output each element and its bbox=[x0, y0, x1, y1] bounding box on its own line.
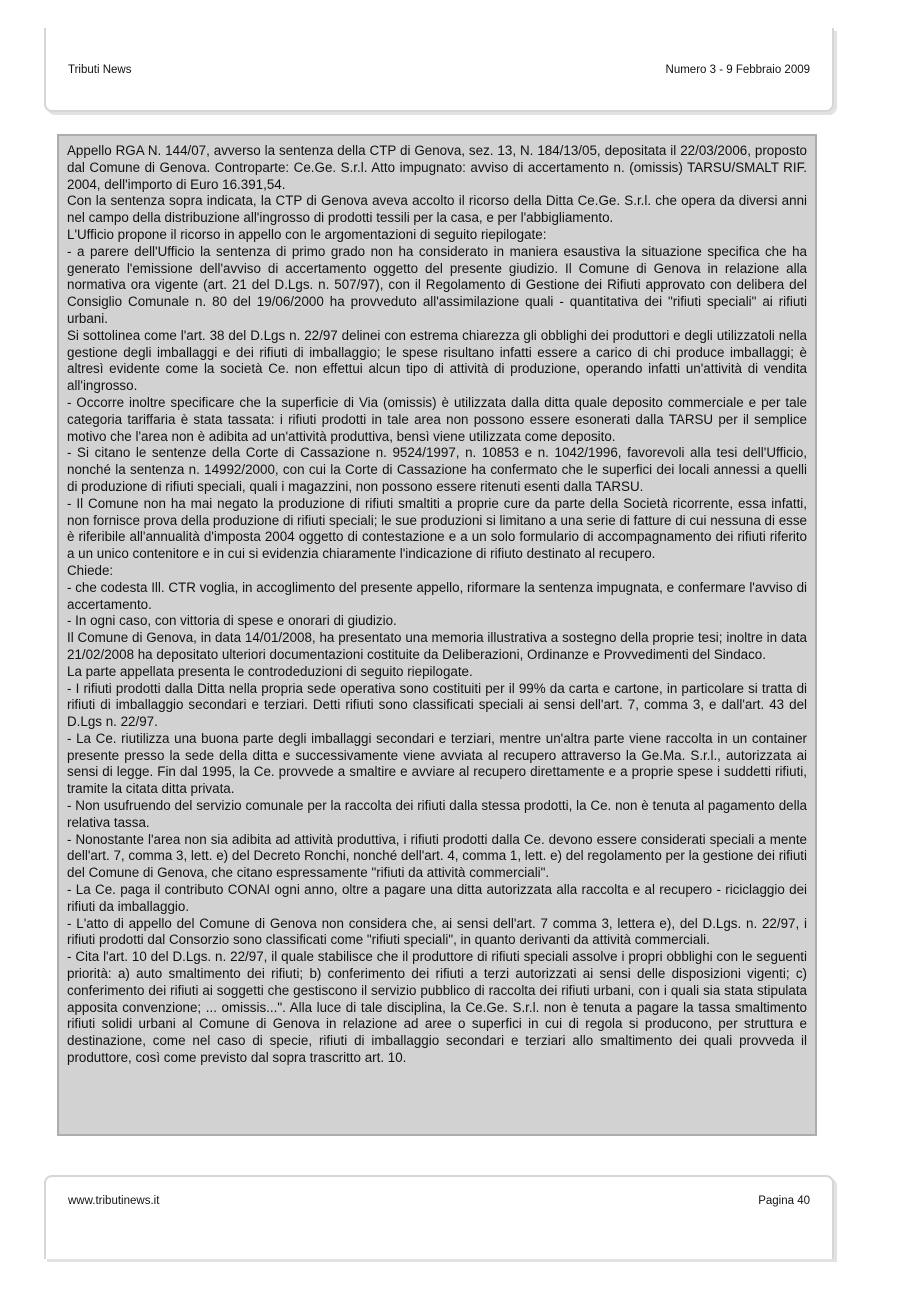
paragraph: - Nonostante l'area non sia adibita ad attività produttiva, i rifiuti prodotti dalla Ce. devono essere considerati speciali a mente dell'art. 7, comma 3, lett. e) del Decreto Ronchi, nonché dell'art. 4, comma 1, lett. e) del regolamento per la gestione dei rifiuti del Comune di Genova, che citano espressamente "rifiuti da attività commerciali". bbox=[67, 831, 807, 881]
article-text-box bbox=[57, 134, 817, 1136]
website-link[interactable]: www.tributinews.it bbox=[68, 1195, 160, 1207]
page-header bbox=[44, 28, 834, 112]
page-footer bbox=[44, 1175, 834, 1259]
paragraph: Si sottolinea come l'art. 38 del D.Lgs n. 22/97 delinei con estrema chiarezza gli obblighi dei produttori e degli utilizzatoli nella gestione degli imballaggi e dei rifiuti di imballaggio; le spese risultano infatti essere a carico di chi produce imballaggi; è altresì evidente come la società Ce. non effettui alcun tipo di attività di produzione, operando infatti un'attività di vendita all'ingrosso. bbox=[67, 327, 807, 394]
paragraph: La parte appellata presenta le controdeduzioni di seguito riepilogate. bbox=[67, 663, 473, 679]
paragraph: Con la sentenza sopra indicata, la CTP di Genova aveva accolto il ricorso della Ditta Ce.Ge. S.r.l. che opera da diversi anni nel campo della distribuzione all'ingrosso di prodotti tessili per la casa, e per l'abbigliamento. bbox=[67, 193, 807, 226]
paragraph: - I rifiuti prodotti dalla Ditta nella propria sede operativa sono costituiti per il 99% da carta e cartone, in particolare si tratta di rifiuti di imballaggio secondari e terziari. Detti rifiuti sono classificati speciali ai sensi dell'art. 7, comma 3, e dall'art. 43 del D.Lgs n. 22/97. bbox=[67, 680, 807, 730]
issue-date: Numero 3 - 9 Febbraio 2009 bbox=[665, 64, 810, 76]
paragraph: - Si citano le sentenze della Corte di Cassazione n. 9524/1997, n. 10853 e n. 1042/1996, favorevoli alla tesi dell'Ufficio, nonché la sentenza n. 14992/2000, con cui la Corte di Cassazione ha confermato che le superfici dei locali annessi a quelli di produzione di rifiuti speciali, quali i magazzini, non possono essere ritenuti esenti dalla TARSU. bbox=[67, 445, 807, 494]
page-number: Pagina 40 bbox=[758, 1195, 810, 1207]
paragraph: - La Ce. riutilizza una buona parte degli imballaggi secondari e terziari, mentre un'altra parte viene raccolta in un container presente presso la sede della ditta e successivamente viene avviata al recupero attraverso la Ge.Ma. S.r.l., autorizzata ai sensi di legge. Fin dal 1995, la Ce. provvede a smaltire e avviare al recupero direttamente e a proprie spese i suddetti rifiuti, tramite la citata ditta privata. bbox=[67, 730, 807, 797]
paragraph: - a parere dell'Ufficio la sentenza di primo grado non ha considerato in maniera esaustiva la situazione specifica che ha generato l'emissione dell'avviso di accertamento oggetto del presente giudizio. Il Comune di Genova in relazione alla normativa ora vigente (art. 21 del D.Lgs. n. 507/97), con il Regolamento di Gestione dei Rifiuti approvato con delibera del Consiglio Comunale n. 80 del 19/06/2000 ha provveduto all'assimilazione quali - quantitativa dei "rifiuti speciali" ai rifiuti urbani. bbox=[67, 243, 807, 326]
publication-name: Tributi News bbox=[68, 64, 132, 76]
paragraph: - La Ce. paga il contributo CONAI ogni anno, oltre a pagare una ditta autorizzata alla raccolta e al recupero - riciclaggio dei rifiuti da imballaggio. bbox=[67, 882, 807, 914]
paragraph: Chiede: bbox=[67, 562, 114, 578]
paragraph: - Occorre inoltre specificare che la superficie di Via (omissis) è utilizzata dalla ditta quale deposito commerciale e per tale categoria tariffaria è stata tassata: i rifiuti prodotti in tale area non possono essere esonerati dalla TARSU per il semplice motivo che l'area non è adibita ad un'attività produttiva, bensì viene utilizzata come deposito. bbox=[67, 394, 807, 444]
paragraph: L'Ufficio propone il ricorso in appello con le argomentazioni di seguito riepilogate: bbox=[67, 226, 547, 242]
paragraph: - Non usufruendo del servizio comunale per la raccolta dei rifiuti dalla stessa prodotti, la Ce. non è tenuta al pagamento della relativa tassa. bbox=[67, 798, 807, 830]
paragraph: Il Comune di Genova, in data 14/01/2008, ha presentato una memoria illustrativa a sostegno della proprie tesi; inoltre in data 21/02/2008 ha depositato ulteriori documentazioni costituite da Deliberazioni, Ordinanze e Provvedimenti del Sindaco. bbox=[67, 630, 807, 662]
paragraph: - L'atto di appello del Comune di Genova non considera che, ai sensi dell'art. 7 comma 3, lettera e), del D.Lgs. n. 22/97, i rifiuti prodotti dal Consorzio sono classificati come "rifiuti speciali", in quanto derivanti da attività commerciali. bbox=[67, 915, 807, 948]
paragraph: - In ogni caso, con vittoria di spese e onorari di giudizio. bbox=[67, 613, 397, 629]
paragraph: - Il Comune non ha mai negato la produzione di rifiuti smaltiti a proprie cure da parte della Società ricorrente, essa infatti, non fornisce prova della produzione di rifiuti speciali; le sue produzioni si limitano a una serie di fatture di cui nessuna di esse è riferibile all'annualità d'imposta 2004 oggetto di contestazione e a un solo formulario di accompagnamento dei rifiuti riferito a un unico contenitore e in cui si evidenzia chiaramente l'indicazione di rifiuto destinato al recupero. bbox=[67, 495, 807, 562]
paragraph: - Cita l'art. 10 del D.Lgs. n. 22/97, il quale stabilisce che il produttore di rifiuti speciali assolve i propri obblighi con le seguenti priorità: a) auto smaltimento dei rifiuti; b) conferimento dei rifiuti a terzi autorizzati ai sensi delle disposizioni vigenti; c) conferimento dei rifiuti ai soggetti che gestiscono il servizio pubblico di raccolta dei rifiuti urbani, con i quali sia stata stipulata apposita convenzione; ... omissis...". Alla luce di tale disciplina, la Ce.Ge. S.r.l. non è tenuta a pagare la tassa smaltimento rifiuti solidi urbani al Comune di Genova in relazione ad aree o superfici in cui di regola si producono, per struttura e destinazione, come nel caso di specie, rifiuti di imballaggio secondari e terziari allo smaltimento dei quali provveda il produttore, così come previsto dal sopra trascritto art. 10. bbox=[67, 949, 807, 1066]
paragraph: - che codesta Ill. CTR voglia, in accoglimento del presente appello, riformare la sentenza impugnata, e confermare l'avviso di accertamento. bbox=[67, 579, 807, 612]
paragraph: Appello RGA N. 144/07, avverso la sentenza della CTP di Genova, sez. 13, N. 184/13/05, depositata il 22/03/2006, proposto dal Comune di Genova. Controparte: Ce.Ge. S.r.l. Atto impugnato: avviso di accertamento n. (omissis) TARSU/SMALT RIF. 2004, dell'importo di Euro 16.391,54. bbox=[67, 143, 807, 192]
